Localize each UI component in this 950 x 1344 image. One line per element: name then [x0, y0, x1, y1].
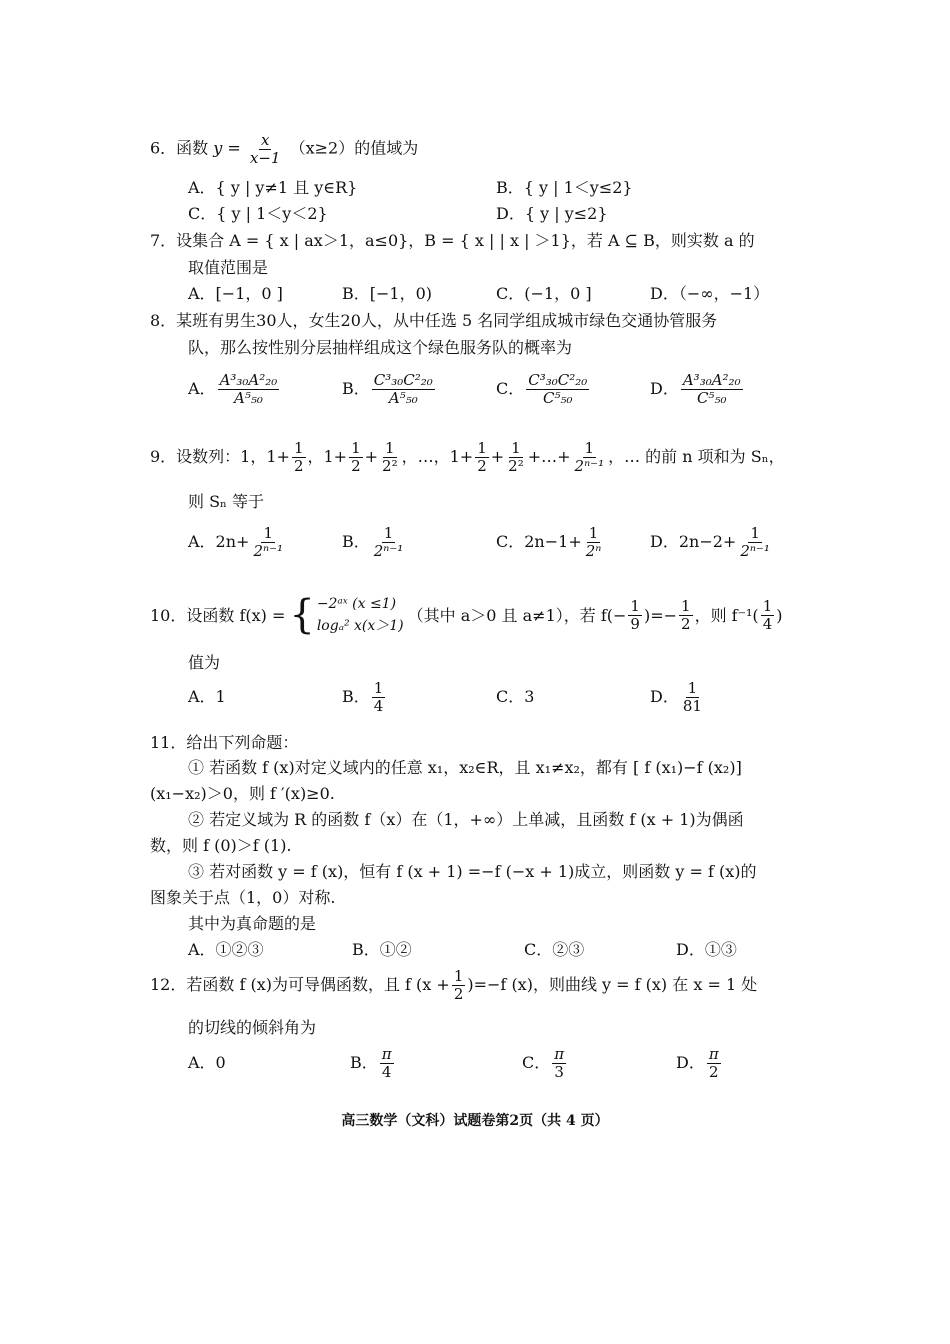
q9-opt-den: 2ⁿ⁻¹	[253, 541, 284, 560]
q11-proposition-1-line1: ① 若函数 f (x)对定义域内的任意 x₁，x₂∈R，且 x₁≠x₂，都有 [ f (x₁)−f (x₂)]	[188, 758, 742, 777]
q8-option-c-fraction	[526, 372, 589, 406]
q12-stem-prefix: 12．若函数 f (x)为可导偶函数，且 f (x +	[150, 975, 450, 995]
q10-option-b-fraction	[372, 680, 386, 714]
q10-frac-den: 2	[681, 614, 691, 633]
q8-option-d-fraction	[681, 372, 743, 406]
q12-option-d-label: D．	[676, 1053, 705, 1073]
q7-option-b: B．[−1，0)	[342, 284, 433, 303]
q10-stem-line1	[150, 593, 782, 638]
q10-piecewise	[289, 593, 403, 638]
q9-frac-num: 1	[584, 439, 595, 457]
q9-option-d	[650, 525, 804, 559]
q8-option-c-label: C．	[496, 379, 525, 399]
q12-stem-end: )=−f (x)，则曲线 y = f (x) 在 x = 1 处	[467, 975, 758, 995]
q12-option-d-fraction	[707, 1046, 721, 1080]
q11-proposition-2-line1: ② 若定义域为 R 的函数 f（x）在（1，+∞）上单减，且函数 f (x + 1)为偶函	[188, 810, 744, 829]
question-6-stem	[150, 132, 418, 166]
q11-conclusion: 其中为真命题的是	[188, 914, 317, 933]
q9-frac-half-2	[349, 440, 363, 474]
q8-option-d-label: D．	[650, 379, 679, 399]
q12-stem-line1	[150, 968, 757, 1002]
q10-frac-num: 1	[762, 597, 773, 616]
q12-opt-num: π	[708, 1045, 719, 1063]
q10-stem-mid2: )=−	[643, 605, 678, 625]
q8-c-num: C³₃₀C²₂₀	[528, 371, 588, 389]
q10-frac-num: 1	[630, 597, 640, 616]
q10-opt-den: 81	[682, 696, 702, 715]
q10-frac-den: 9	[630, 614, 640, 633]
q6-frac-den: x−1	[249, 148, 281, 167]
q8-d-num: A³₃₀A²₂₀	[682, 371, 741, 389]
q8-options	[188, 372, 808, 406]
q8-option-b	[342, 372, 496, 406]
q6-option-d: D．{ y | y≤2}	[496, 204, 608, 223]
q9-opt-num: 1	[263, 524, 273, 542]
q10-option-b-label: B．	[342, 687, 370, 707]
q6-formula-lhs: y =	[213, 138, 241, 158]
q9-stem-end: ，… 的前 n 项和为 Sₙ，	[608, 447, 785, 467]
q12-opt-num: π	[554, 1045, 565, 1063]
q9-opt-den: 2ⁿ⁻¹	[373, 541, 404, 560]
q10-opt-num: 1	[373, 679, 384, 697]
q8-b-num: C³₃₀C²₂₀	[373, 371, 433, 389]
q9-option-d-fraction	[738, 525, 772, 559]
q12-option-b	[350, 1046, 522, 1080]
q12-opt-den: 2	[709, 1062, 719, 1081]
q12-option-b-label: B．	[350, 1053, 378, 1073]
q9-opt-num: 1	[750, 524, 760, 542]
q10-frac-quarter	[761, 598, 775, 632]
q10-option-d	[650, 680, 804, 714]
q9-frac-den: 2	[293, 456, 304, 475]
q10-stem-line2: 值为	[188, 653, 221, 672]
q12-option-c-label: C．	[522, 1053, 551, 1073]
q9-stem-line1	[150, 440, 785, 474]
q12-option-b-fraction	[380, 1046, 394, 1080]
q9-option-d-label: D．2n−2+	[650, 532, 737, 552]
q8-option-d	[650, 372, 804, 406]
q10-option-d-label: D．	[650, 687, 679, 707]
q10-case-2: logₐ² x(x＞1)	[316, 618, 404, 635]
q9-stem-line2: 则 Sₙ 等于	[188, 492, 265, 511]
q6-option-b: B．{ y | 1＜y≤2}	[496, 178, 633, 197]
q9-dots: +…+	[527, 447, 571, 467]
q9-option-a-label: A．2n+	[188, 532, 250, 552]
q10-option-a: A．1	[188, 687, 226, 707]
q8-c-den: C⁵₅₀	[543, 388, 573, 407]
q7-option-d: D．（−∞，−1）	[650, 284, 770, 303]
q9-frac-den: 2²	[508, 456, 524, 475]
q9-frac-den: 2	[351, 456, 361, 475]
q10-stem-mid: （其中 a＞0 且 a≠1），若 f(−	[407, 605, 627, 625]
q6-frac-num: x	[260, 131, 270, 149]
q9-frac-num: 1	[511, 439, 521, 457]
q6-option-c: C．{ y | 1＜y＜2}	[188, 204, 328, 223]
q9-option-b-fraction	[372, 525, 406, 559]
q8-d-den: C⁵₅₀	[696, 388, 727, 407]
q9-option-c-fraction	[584, 525, 604, 559]
q12-opt-den: 4	[381, 1062, 392, 1081]
q9-frac-den: 2²	[382, 456, 398, 475]
q6-stem-text: 6．函数	[150, 138, 209, 158]
q9-plus: +	[364, 447, 379, 467]
q8-option-b-fraction	[372, 372, 435, 406]
q9-frac-num: 1	[351, 439, 361, 457]
q9-frac-num: 1	[477, 439, 487, 457]
q11-option-c: C．②③	[524, 940, 585, 959]
q10-option-c: C．3	[496, 687, 535, 707]
q10-frac-den: 4	[762, 614, 773, 633]
q12-option-c	[522, 1046, 676, 1080]
q9-opt-num: 1	[383, 524, 394, 542]
q12-frac-den: 2	[453, 984, 464, 1003]
q7-option-c: C．(−1，0 ]	[496, 284, 592, 303]
q7-stem-line2: 取值范围是	[188, 258, 269, 277]
q9-opt-den: 2ⁿ	[585, 541, 602, 560]
q10-options	[188, 680, 808, 714]
q8-option-c	[496, 372, 650, 406]
q12-opt-den: 3	[554, 1062, 564, 1081]
q9-stem-mid2: ，…，1+	[401, 447, 474, 467]
q9-option-c-label: C．2n−1+	[496, 532, 582, 552]
q11-stem: 11．给出下列命题：	[150, 733, 299, 752]
q8-option-b-label: B．	[342, 379, 370, 399]
q12-option-a: A．0	[188, 1053, 226, 1073]
q10-stem-end: )	[776, 605, 783, 625]
q9-frac-quarter	[380, 440, 400, 474]
q12-option-c-fraction	[552, 1046, 566, 1080]
q10-opt-den: 4	[373, 696, 384, 715]
q12-opt-num: π	[381, 1045, 392, 1063]
q11-proposition-1-line2: (x₁−x₂)＞0，则 f ′(x)≥0.	[150, 784, 335, 803]
q8-a-num: A³₃₀A²₂₀	[219, 371, 278, 389]
q11-proposition-2-line2: 数，则 f (0)＞f (1).	[150, 836, 292, 855]
q11-proposition-3-line1: ③ 若对函数 y = f (x)，恒有 f (x + 1) =−f (−x + 1)成立，则函数 y = f (x)的	[188, 862, 757, 881]
q9-frac-num: 1	[293, 439, 304, 457]
q10-case-1: −2ᵃˣ (x ≤1)	[316, 596, 397, 612]
q9-option-c	[496, 525, 650, 559]
q10-frac-num: 1	[681, 597, 691, 616]
q12-stem-line2: 的切线的倾斜角为	[188, 1018, 317, 1037]
q7-stem-line1: 7．设集合 A = { x | ax＞1，a≤0}，B = { x | | x | ＞1}，若 A ⊆ B，则实数 a 的	[150, 231, 755, 250]
q9-stem-prefix: 9．设数列：1，1+	[150, 447, 290, 467]
q11-proposition-3-line2: 图象关于点（1，0）对称.	[150, 888, 336, 907]
q11-option-d: D．①③	[676, 940, 737, 959]
q6-fraction	[248, 132, 283, 166]
q10-option-b	[342, 680, 496, 714]
q9-plus: +	[490, 447, 505, 467]
q10-stem-mid3: ，则 f⁻¹(	[694, 605, 759, 625]
q9-options	[188, 525, 808, 559]
q9-option-a	[188, 525, 342, 559]
q6-option-a: A．{ y | y≠1 且 y∈R}	[188, 178, 358, 197]
q10-option-d-fraction	[681, 680, 704, 714]
q8-stem-line2: 队，那么按性别分层抽样组成这个绿色服务队的概率为	[188, 338, 573, 357]
q12-frac-half	[452, 968, 466, 1002]
q9-frac-half-3	[475, 440, 489, 474]
q9-frac-quarter-2	[506, 440, 526, 474]
q8-a-den: A⁵₅₀	[234, 388, 263, 407]
q12-option-d	[676, 1046, 796, 1080]
q8-stem-line1: 8．某班有男生30人，女生20人，从中任选 5 名同学组成城市绿色交通协管服务	[150, 311, 718, 330]
q10-opt-num: 1	[687, 679, 698, 697]
page-footer: 高三数学（文科）试题卷第2页（共 4 页）	[341, 1113, 609, 1129]
q11-option-b: B．①②	[352, 940, 412, 959]
q8-option-a-fraction	[218, 372, 280, 406]
q8-option-a-label: A．	[188, 379, 216, 399]
q11-option-a: A．①②③	[188, 940, 264, 959]
q9-frac-last	[573, 440, 607, 474]
q10-brace: {	[289, 592, 315, 639]
q6-condition: （x≥2）的值域为	[289, 138, 419, 158]
q9-option-b	[342, 525, 496, 559]
q9-frac-num: 1	[385, 439, 395, 457]
q8-b-den: A⁵₅₀	[388, 388, 418, 407]
q9-option-a-fraction	[251, 525, 285, 559]
q9-frac-half	[292, 440, 306, 474]
q9-option-b-label: B．	[342, 532, 370, 552]
q9-opt-den: 2ⁿ⁻¹	[740, 541, 770, 560]
q9-frac-den: 2	[477, 456, 487, 475]
q8-option-a	[188, 372, 342, 406]
q12-frac-num: 1	[453, 967, 464, 985]
q12-options	[188, 1046, 808, 1080]
q9-stem-mid: ，1+	[307, 447, 348, 467]
q10-frac-half	[679, 598, 693, 632]
q9-opt-num: 1	[588, 524, 599, 542]
q7-option-a: A．[−1，0 ]	[188, 284, 283, 303]
q10-cases	[317, 593, 404, 638]
q10-stem-prefix: 10．设函数 f(x) =	[150, 605, 286, 625]
q9-frac-den: 2ⁿ⁻¹	[574, 456, 605, 475]
q10-frac-ninth	[628, 598, 642, 632]
